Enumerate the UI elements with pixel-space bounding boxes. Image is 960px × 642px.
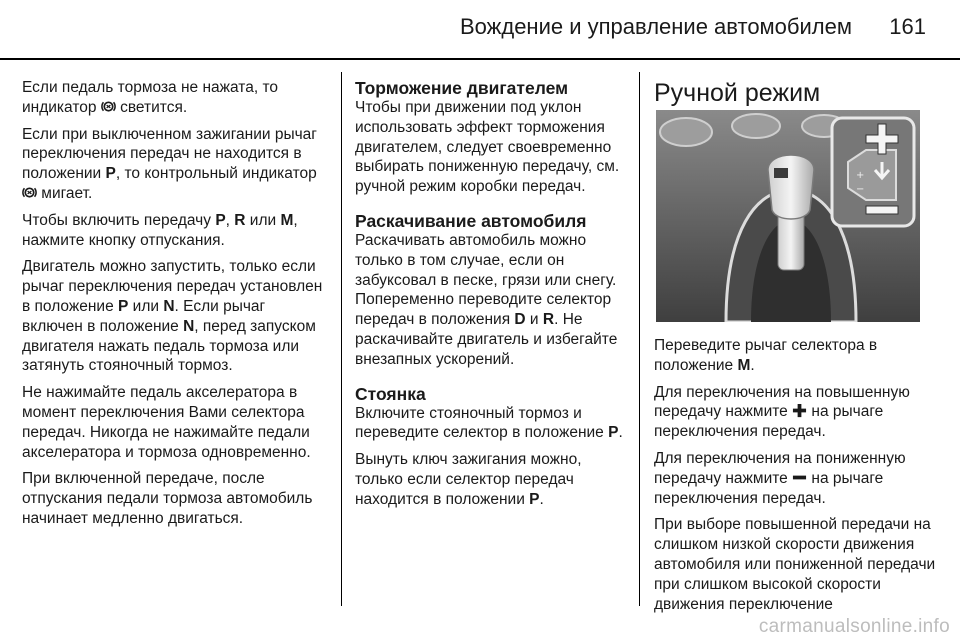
paragraph-engine-braking: Чтобы при движении под уклон использовать эффект торможения двигателем, следует своевременно выбирать пониженную передачу, см. ручной режим коробки передач. — [355, 99, 620, 196]
watermark: carmanualsonline.info — [758, 616, 950, 637]
page-number: 161 — [889, 14, 926, 39]
paragraph-parking: Включите стояночный тормоз и переведите селектор в положение P. — [355, 404, 623, 442]
heading-rocking: Раскачивание автомобиля — [355, 210, 587, 231]
paragraph-rocking: Раскачивать автомобиль можно только в том случае, если он забуксовал в песке, грязи или снегу. Попеременно переводите селектор передач в положения D и R. Не раскачивайте двигатель и избегайте внезапных ускорений. — [355, 231, 618, 368]
paragraph-brake-indicator: Если педаль тормоза не нажата, то индикатор светится. — [22, 79, 279, 116]
paragraph-ignition-off: Если при выключенном зажигании рычаг переключения передач не находится в положении P, то контрольный индикатор мигает. — [22, 125, 317, 202]
brake-pedal-indicator-icon — [22, 185, 37, 200]
page-header-title: Вождение и управление автомобилем — [459, 14, 852, 39]
paragraph-engine-start: Двигатель можно запустить, только если рычаг переключения передач установлен в положение P или N. Если рычаг включен в положение N, перед запуском двигателя нажать педаль тормоза или затянуть стояночный тормоз. — [22, 258, 323, 375]
heading-manual-mode: Ручной режим — [654, 79, 821, 107]
paragraph-key-removal: Вынуть ключ зажигания можно, только если селектор передач находится в положении P. — [355, 451, 582, 508]
svg-text:−: − — [856, 184, 865, 195]
paragraph-release-button: Чтобы включить передачу P, R или M, нажмите кнопку отпускания. — [22, 211, 298, 249]
column-1 — [22, 78, 328, 536]
column-divider-2 — [639, 72, 640, 606]
gear-selector-illustration — [656, 110, 920, 322]
paragraph-select-M: Переведите рычаг селектора в положение M. — [654, 337, 878, 374]
column-2 — [355, 78, 625, 517]
paragraph-upshift: Для переключения на повышенную передачу нажмите на рычаге переключения передач. — [654, 383, 910, 441]
header-divider — [0, 58, 960, 60]
minus-icon — [792, 470, 807, 485]
plus-icon — [792, 403, 807, 418]
heading-parking: Стоянка — [355, 383, 426, 404]
svg-text:+: + — [856, 170, 865, 181]
heading-engine-braking: Торможение двигателем — [355, 78, 569, 98]
brake-pedal-indicator-icon — [101, 99, 116, 114]
column-3-text — [654, 336, 938, 621]
paragraph-downshift: Для переключения на пониженную передачу нажмите на рычаге переключения передач. — [654, 449, 906, 507]
paragraph-accelerator-warning: Не нажимайте педаль акселератора в момент переключения Вами селектора передач. Никогда не нажимайте педали акселератора и тормоза одновременно. — [22, 384, 311, 461]
column-divider-1 — [341, 72, 342, 606]
paragraph-shift-limits: При выборе повышенной передачи на слишком низкой скорости движения автомобиля или пониженной передачи при слишком высокой скорости движения переключение — [654, 516, 936, 613]
paragraph-creep: При включенной передаче, после отпускания педали тормоза автомобиль начинает медленно двигаться. — [22, 470, 313, 527]
